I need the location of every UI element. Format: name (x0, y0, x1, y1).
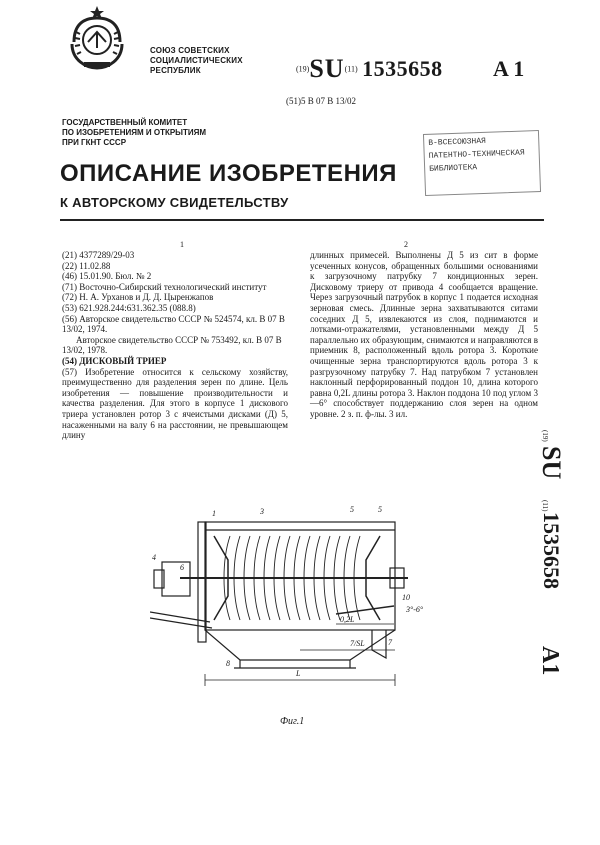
invention-title: (54) ДИСКОВЫЙ ТРИЕР (62, 355, 167, 366)
biblio-entry: (72) Н. А. Урханов и Д. Д. Цыренжапов (62, 292, 214, 303)
abstract-left: (57) Изобретение относится к сельскому хозяйству, преимущественно для разделения зерен по длине. Цель изобретения — повышение производительности и качества разделения. Для этого в корпусе 1 дискового триера установлен ротор 3 с ячеистыми дисками (Д) 5, насаженными на валу 6 на расстоянии, не превышающем длину (62, 366, 288, 441)
biblio-entry: (46) 15.01.90. Бюл. № 2 (62, 271, 152, 282)
figure-label: 3°-6° (406, 605, 424, 614)
left-column (62, 250, 288, 441)
side-number-code-label: (11) (541, 500, 549, 512)
org-line: РЕСПУБЛИК (150, 66, 201, 75)
biblio-entry: (22) 11.02.88 (62, 260, 111, 271)
ipc-classification: (51)5 В 07 В 13/02 (286, 96, 357, 106)
figure-label: 7 (388, 638, 392, 647)
figure-label: 4 (152, 553, 156, 562)
header-divider (60, 219, 544, 221)
committee-line: ГОСУДАРСТВЕННЫЙ КОМИТЕТ (62, 118, 188, 127)
stamp-line: В-ВСЕСОЮЗНАЯ (428, 136, 487, 148)
column-number-left: 1 (180, 240, 184, 249)
document-subtitle: К АВТОРСКОМУ СВИДЕТЕЛЬСТВУ (60, 195, 289, 210)
figure-label: L (296, 669, 301, 678)
right-column (310, 250, 538, 420)
issuing-country-block (150, 46, 243, 76)
abstract-right: длинных примесей. Выполнены Д 5 из сит в форме усеченных конусов, обращенных большими основаниями к загрузочному патрубку 7 кондиционных зерен. Дисковому триеру от привода 4 сообщается вращение. Через загрузочный патрубок в корпус 1 подается исходная зерновая смесь. Длинные зерна захватываются ситами соседних Д 5, извлекаются из слоя, поднимаются и лотками-отражателями, установленными между Д 5 параллельно их образующим, снимаются и направляются в приемник 8, расположенный вдоль ротора 3. Короткие очищенные зерна транспортируются вдоль ротора 3 к разгрузочному патрубку 7. Над патрубком 7 установлен наклонный перфорированный поддон 10, длина которого равна 0,2L длины ротора 3. Наклон поддона 10 под углом 3—6° способствует поддержанию слоя зерен на одном уровне. 2 з. п. ф-лы. 3 ил. (310, 250, 538, 419)
figure-label: 3 (260, 507, 264, 516)
figure-label: 5 (378, 505, 382, 514)
figure-label: 8 (226, 659, 230, 668)
side-country-code: SU (537, 446, 566, 480)
committee-block (62, 118, 206, 148)
side-document-kind: A1 (537, 646, 563, 676)
figure-label: 0,2L (340, 615, 355, 624)
patent-number: 1535658 (362, 56, 443, 81)
document-title: ОПИСАНИЕ ИЗОБРЕТЕНИЯ (60, 160, 397, 187)
document-kind: A 1 (493, 56, 525, 81)
trier-drawing (150, 500, 440, 715)
figure-label: 1 (212, 509, 216, 518)
figure-label: 5 (350, 505, 354, 514)
country-code-label: (19) (296, 64, 310, 74)
org-line: СОЦИАЛИСТИЧЕСКИХ (150, 56, 243, 65)
org-line: СОЮЗ СОВЕТСКИХ (150, 46, 230, 55)
figure-label: 6 (180, 563, 184, 572)
committee-line: ПРИ ГКНТ СССР (62, 138, 127, 147)
country-code: SU (309, 54, 345, 83)
committee-line: ПО ИЗОБРЕТЕНИЯМ И ОТКРЫТИЯМ (62, 128, 207, 137)
library-stamp (423, 130, 541, 196)
stamp-line: ПАТЕНТНО-ТЕХНИЧЕСКАЯ (428, 148, 525, 161)
figure-caption: Фиг.1 (280, 716, 305, 727)
biblio-entry: (21) 4377289/29-03 (62, 250, 135, 260)
stamp-line: БИБЛИОТЕКА (429, 163, 478, 174)
figure-label: 10 (402, 593, 410, 602)
column-number-right: 2 (404, 240, 408, 249)
side-patent-number: 1535658 (539, 512, 564, 589)
figure-label: 7/SL (350, 639, 365, 648)
biblio-entry: (53) 621.928.244:631.362.35 (088.8) (62, 302, 196, 313)
ussr-emblem-icon (64, 2, 130, 74)
biblio-entry: Авторское свидетельство СССР № 753492, кл. В 07 В 13/02, 1978. (62, 334, 282, 356)
biblio-entry: (71) Восточно-Сибирский технологический институт (62, 281, 267, 292)
side-country-code-label: (19) (541, 430, 549, 442)
number-code-label: (11) (344, 64, 358, 74)
biblio-entry: (56) Авторское свидетельство СССР № 524574, кл. В 07 В 13/02, 1974. (62, 313, 285, 335)
patent-number-line (296, 54, 524, 84)
